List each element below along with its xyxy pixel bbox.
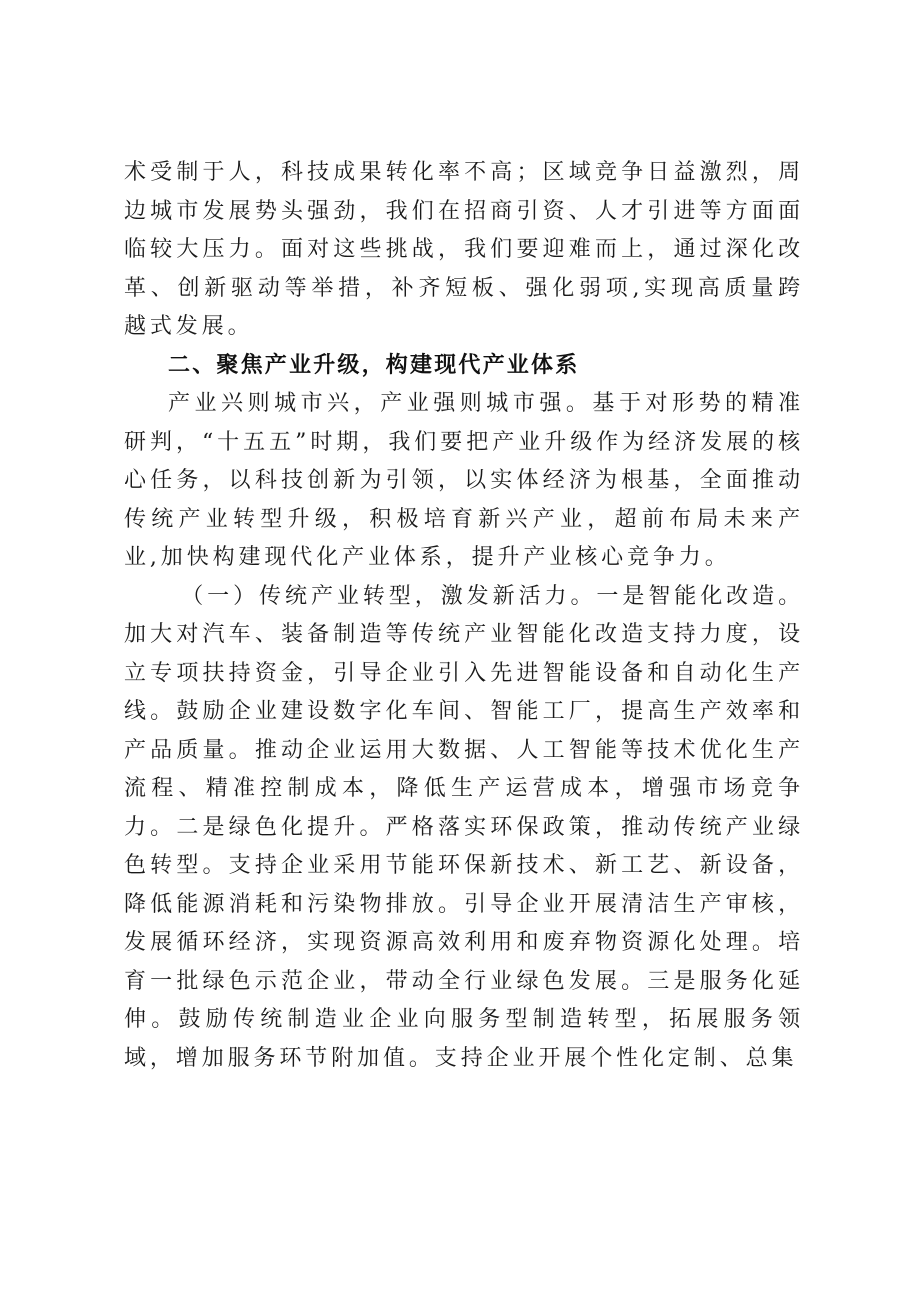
- section-heading: 二、聚焦产业升级，构建现代产业体系: [168, 352, 580, 378]
- paragraph-subsection-1: （一）传统产业转型，激发新活力。一是智能化改造。加大对汽车、装备制造等传统产业智能化改造支持力度，设立专项扶持资金，引导企业引入先进智能设备和自动化生产线。鼓励企业建设数字化车间、智能工厂，提高生产效率和产品质量。推动企业运用大数据、人工智能等技术优化生产流程、精准控制成本，降低生产运营成本，增强市场竞争力。二是绿色化提升。严格落实环保政策，推动传统产业绿色转型。支持企业采用节能环保新技术、新工艺、新设备，降低能源消耗和污染物排放。引导企业开展清洁生产审核，发展循环经济，实现资源高效利用和废弃物资源化处理。培育一批绿色示范企业，带动全行业绿色发展。三是服务化延伸。鼓励传统制造业企业向服务型制造转型，拓展服务领域，增加服务环节附加值。支持企业开展个性化定制、总集: [124, 583, 804, 1071]
- paragraph-continuation: 术受制于人，科技成果转化率不高；区域竞争日益激烈，周边城市发展势头强劲，我们在招商引资、人才引进等方面面临较大压力。面对这些挑战，我们要迎难而上，通过深化改革、创新驱动等举措，补齐短板、强化弱项,实现高质量跨越式发展。: [124, 160, 804, 339]
- document-body: [124, 154, 804, 1078]
- paragraph-intro: 产业兴则城市兴，产业强则城市强。基于对形势的精准研判，“十五五”时期，我们要把产业升级作为经济发展的核心任务，以科技创新为引领，以实体经济为根基，全面推动传统产业转型升级，积极培育新兴产业，超前布局未来产业,加快构建现代化产业体系，提升产业核心竞争力。: [124, 391, 804, 570]
